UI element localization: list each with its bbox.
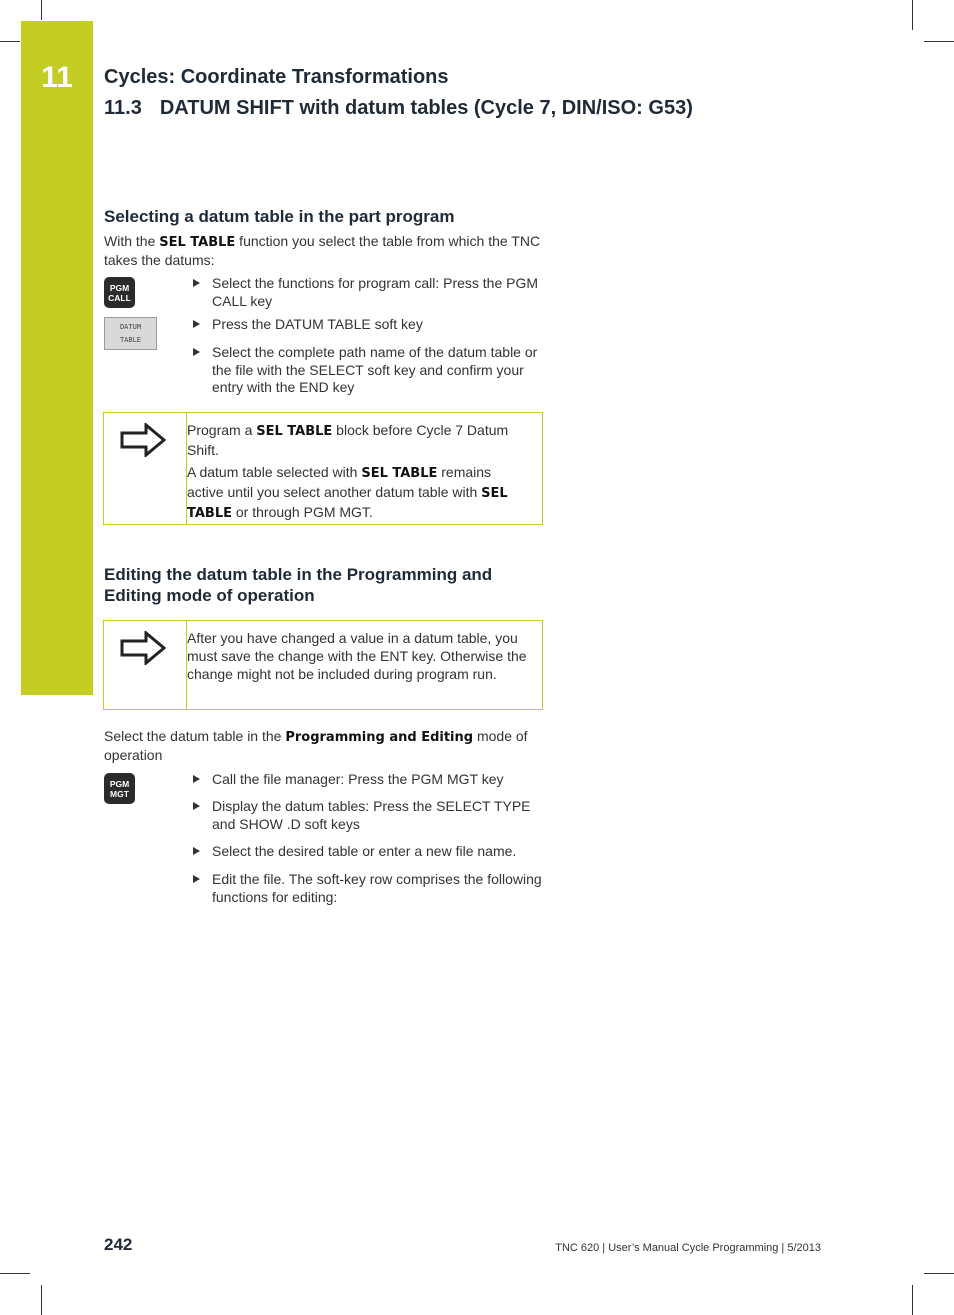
softkey-label: DATUM	[119, 322, 142, 331]
note-arrow-icon	[120, 631, 166, 665]
step-text: Call the file manager: Press the PGM MGT key	[212, 771, 504, 787]
note-span: block before Cycle 7 Datum Shift.	[187, 422, 509, 458]
code-sel-table: SEL TABLE	[159, 235, 236, 250]
crop-mark	[41, 0, 42, 20]
chapter-bar	[21, 21, 93, 695]
arrow-bullet-icon	[193, 847, 200, 855]
code-sel-table: SEL TABLE	[256, 424, 333, 439]
code-sel-table: SEL TABLE	[187, 486, 508, 521]
section2-intro	[104, 728, 542, 764]
step-text: Press the DATUM TABLE soft key	[212, 316, 423, 332]
arrow-bullet-icon	[193, 775, 200, 783]
step-item	[193, 843, 543, 861]
step-item	[193, 771, 543, 789]
intro-text: mode of operation	[104, 728, 528, 763]
section-title-text: DATUM SHIFT with datum tables (Cycle 7, DIN/ISO: G53)	[159, 97, 693, 119]
note-box	[103, 412, 543, 525]
intro-text: Select the datum table in the	[104, 728, 286, 744]
arrow-bullet-icon	[193, 348, 200, 356]
crop-mark	[0, 1273, 30, 1274]
code-sel-table: SEL TABLE	[361, 466, 438, 481]
note-span: A datum table selected with	[187, 464, 362, 480]
step-text: Select the desired table or enter a new file name.	[212, 843, 517, 859]
note-span: or through PGM MGT.	[232, 504, 373, 520]
section1-intro	[104, 233, 542, 269]
note-span: remains active until you select another datum table with	[187, 464, 492, 500]
key-label: PGM	[109, 778, 130, 789]
key-label: PGM	[109, 282, 130, 293]
step-item	[193, 344, 543, 397]
step-item	[193, 275, 543, 310]
section-number: 11.3	[104, 97, 142, 119]
step-text: Edit the file. The soft-key row comprises the following functions for editing:	[212, 871, 542, 905]
datum-table-softkey-icon	[104, 317, 157, 350]
note-box	[103, 620, 543, 710]
section-title	[104, 97, 693, 120]
note-text: After you have changed a value in a datum table, you must save the change with the ENT key. Otherwise the change might not be included during program run.	[187, 630, 527, 682]
step-item	[193, 871, 543, 906]
chapter-title: Cycles: Coordinate Transformations	[104, 66, 449, 88]
intro-text: function you select the table from which the TNC takes the datums:	[104, 233, 541, 268]
crop-mark	[912, 1285, 913, 1315]
code-programming-editing: Programming and Editing	[285, 730, 474, 745]
crop-mark	[912, 0, 913, 30]
pgm-mgt-key-icon	[104, 773, 135, 804]
crop-mark	[41, 1285, 42, 1315]
page-number: 242	[104, 1235, 133, 1254]
chapter-number: 11	[41, 61, 73, 94]
step-text: Select the complete path name of the datum table or the file with the SELECT soft key and confirm your entry with the END key	[212, 344, 538, 395]
note-paragraph	[187, 421, 529, 459]
step-text: Select the functions for program call: Press the PGM CALL key	[212, 275, 539, 309]
step-item	[193, 798, 543, 833]
arrow-bullet-icon	[193, 279, 200, 287]
arrow-bullet-icon	[193, 802, 200, 810]
arrow-bullet-icon	[193, 320, 200, 328]
note-span: Program a	[187, 422, 257, 438]
section1-heading: Selecting a datum table in the part program	[104, 207, 455, 226]
crop-mark	[924, 1273, 954, 1274]
pgm-call-key-icon	[104, 277, 135, 308]
key-label: MGT	[110, 788, 129, 799]
arrow-bullet-icon	[193, 875, 200, 883]
note-paragraph	[187, 463, 529, 523]
step-item	[193, 316, 543, 334]
intro-text: With the	[104, 233, 160, 249]
softkey-label: TABLE	[119, 335, 142, 344]
crop-mark	[0, 41, 20, 42]
note-arrow-icon	[120, 423, 166, 457]
key-label: CALL	[108, 292, 131, 303]
footer-text: TNC 620 | User’s Manual Cycle Programming | 5/2013	[555, 1242, 821, 1254]
note-text	[187, 421, 529, 527]
section2-heading: Editing the datum table in the Programming and Editing mode of operation	[104, 565, 493, 605]
crop-mark	[924, 41, 954, 42]
step-text: Display the datum tables: Press the SELECT TYPE and SHOW .D soft keys	[212, 798, 531, 832]
